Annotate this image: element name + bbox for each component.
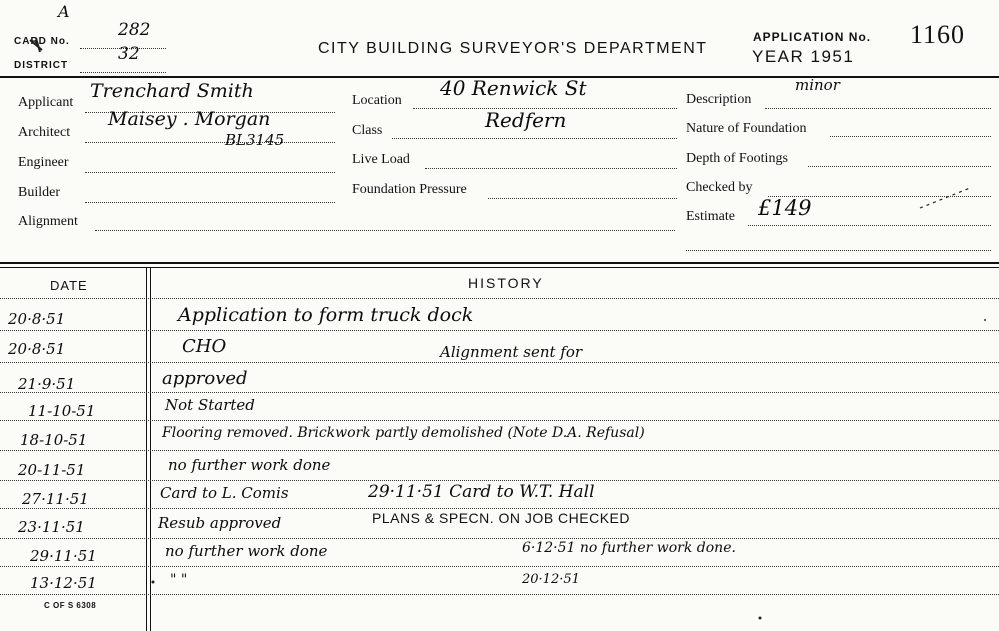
architect-ref: BL3145 (225, 131, 285, 149)
date-column-header: DATE (50, 278, 88, 293)
application-no-label: APPLICATION No. (753, 30, 872, 44)
corner-mark: A (58, 2, 70, 21)
application-no-value: 1160 (910, 20, 966, 49)
history-entry: " " (170, 572, 188, 588)
history-entry: Resub approved (158, 514, 282, 532)
card-no-value: 282 (118, 20, 151, 40)
checked-label: Checked by (686, 180, 753, 195)
description-value: minor (795, 76, 840, 94)
history-entry: no further work done (165, 542, 328, 560)
history-entry: approved (162, 368, 248, 389)
history-entry-extra: 20·12·51 (522, 572, 580, 587)
live-load-label: Live Load (352, 152, 410, 167)
builder-label: Builder (18, 185, 60, 200)
history-entry-stamp: PLANS & SPECN. ON JOB CHECKED (372, 510, 631, 526)
applicant-label: Applicant (18, 95, 74, 110)
history-entry: Not Started (165, 396, 255, 414)
district-value: 32 (118, 44, 140, 64)
district-label: DISTRICT (14, 60, 69, 71)
history-date: 18-10-51 (20, 431, 88, 449)
card-no-label: CARD No. (14, 36, 70, 47)
nature-label: Nature of Foundation (686, 121, 807, 136)
department-title: CITY BUILDING SURVEYOR'S DEPARTMENT (318, 40, 708, 57)
history-entry-extra: 6·12·51 no further work done. (522, 540, 736, 556)
history-entry: Flooring removed. Brickwork partly demolished (Note D.A. Refusal) (162, 425, 645, 441)
history-date: 23·11·51 (18, 518, 85, 536)
history-entry-extra: Alignment sent for (440, 343, 583, 361)
architect-value: Maisey . Morgan (108, 108, 271, 130)
alignment-label: Alignment (18, 214, 78, 229)
history-date: 21·9·51 (18, 375, 76, 393)
location-value: 40 Renwick St (440, 76, 587, 100)
engineer-label: Engineer (18, 155, 69, 170)
foundation-pressure-label: Foundation Pressure (352, 182, 467, 197)
print-code: C OF S 6308 (44, 601, 97, 610)
history-entry: no further work done (168, 456, 331, 474)
class-value: Redfern (485, 108, 567, 132)
history-entry: Application to form truck dock (178, 304, 474, 326)
history-entry: Card to L. Comis (160, 484, 289, 502)
depth-label: Depth of Footings (686, 151, 788, 166)
history-date: 20-11-51 (18, 461, 86, 479)
estimate-value: £149 (758, 196, 812, 220)
location-label: Location (352, 93, 402, 108)
class-label: Class (352, 123, 383, 138)
estimate-label: Estimate (686, 209, 735, 224)
history-entry: CHO (182, 336, 227, 357)
history-date: 20·8·51 (8, 310, 66, 328)
history-date: 11-10-51 (28, 402, 96, 420)
description-label: Description (686, 92, 752, 107)
history-column-header: HISTORY (468, 275, 544, 291)
history-date: 27·11·51 (22, 490, 89, 508)
history-entry-extra: 29·11·51 Card to W.T. Hall (368, 482, 595, 502)
architect-label: Architect (18, 125, 71, 140)
history-date: 29·11·51 (30, 547, 97, 565)
history-date: 20·8·51 (8, 340, 66, 358)
applicant-value: Trenchard Smith (90, 80, 254, 102)
year-label: YEAR 1951 (752, 47, 855, 66)
history-date: 13·12·51 (30, 574, 97, 592)
